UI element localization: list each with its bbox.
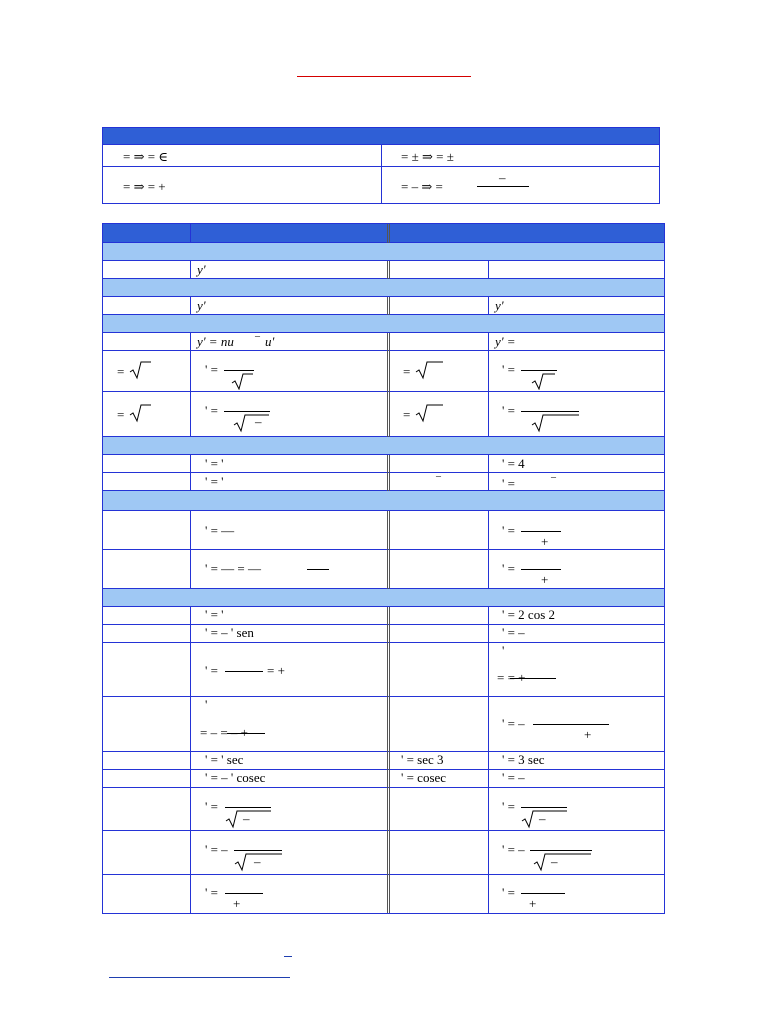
col-divider (387, 297, 390, 315)
formula: ' (502, 643, 505, 658)
fraction-bar (521, 893, 565, 894)
formula: + (233, 896, 241, 911)
fraction-bar (521, 370, 557, 371)
formula: ' = (205, 799, 218, 814)
rule-3: = ⇒ = + (123, 179, 166, 194)
formula: y' (495, 298, 504, 313)
formula: ' = – (205, 842, 228, 857)
title-underline (297, 76, 471, 77)
rule-4: = – ⇒ = (401, 179, 443, 194)
rule-2: = ± ⇒ = ± (401, 149, 454, 164)
table-row (103, 351, 664, 392)
formula: ' = cosec (401, 770, 447, 785)
sqrt-icon (415, 360, 443, 380)
formula: ' = (502, 561, 515, 576)
fraction-bar (307, 569, 329, 570)
formula: ' = — = — (205, 561, 262, 576)
formula: ' = ' (205, 456, 224, 471)
table-row (103, 770, 664, 788)
sqrt-icon (231, 372, 253, 390)
footer-dash (284, 956, 292, 957)
fraction-bar (521, 569, 561, 570)
formula: y' (197, 262, 206, 277)
formula: ' = (502, 476, 515, 491)
formula: ' = – (502, 716, 525, 731)
sqrt-icon (233, 413, 269, 433)
table-row (103, 625, 664, 643)
table-row (103, 333, 664, 351)
table-row (103, 550, 664, 589)
sqrt-icon (533, 852, 591, 872)
col-divider (488, 297, 489, 315)
formula: = (117, 364, 125, 379)
col-divider (190, 297, 191, 315)
fraction-bar (521, 531, 561, 532)
formula: ' = (502, 799, 515, 814)
section-header (103, 243, 664, 261)
fraction-bar (533, 724, 609, 725)
formula: ' (205, 697, 208, 712)
formula: ' = ' sec (205, 752, 244, 767)
col-divider (387, 224, 390, 243)
formula: ' = 4 (502, 456, 525, 471)
fraction-bar (521, 411, 579, 412)
sqrt-icon (415, 403, 443, 423)
table-row (103, 607, 664, 625)
rule-4-fraction-bar (477, 186, 529, 187)
col-divider (190, 224, 191, 243)
formula: ' = (205, 362, 218, 377)
formula: – (243, 811, 250, 826)
formula: ' = ' (205, 607, 224, 622)
derivatives-table (102, 223, 665, 914)
formula: ' = (502, 885, 515, 900)
formula: u' (265, 334, 275, 349)
table-row (103, 752, 664, 770)
section-header (103, 437, 664, 455)
formula: + (541, 572, 549, 587)
rule-4-num: – (499, 170, 506, 185)
section-header (103, 315, 664, 333)
formula: y' = nu (197, 334, 234, 349)
formula: + (584, 727, 592, 742)
formula: y' (197, 298, 206, 313)
table-row (103, 455, 664, 473)
fraction-bar (224, 411, 270, 412)
col-divider (387, 261, 390, 279)
formula: + (541, 534, 549, 549)
col-divider (387, 333, 390, 437)
fraction-bar (234, 850, 282, 851)
col-divider (190, 261, 191, 279)
formula: ' = – ' cosec (205, 770, 266, 785)
section-header (103, 589, 664, 607)
col-divider (488, 455, 489, 491)
fraction-bar (225, 807, 271, 808)
rules-table (102, 127, 660, 204)
footer-underline (109, 977, 290, 978)
formula: + (529, 896, 537, 911)
section-header (103, 491, 664, 511)
formula: = (117, 407, 125, 422)
table-row (103, 473, 664, 491)
sqrt-icon (531, 372, 555, 390)
formula: ' = 2 cos 2 (502, 607, 556, 622)
formula-exponent: – (436, 471, 441, 482)
fraction-bar (224, 370, 254, 371)
formula: ' = (205, 403, 218, 418)
table-header (103, 224, 664, 243)
formula: ' = (502, 403, 515, 418)
fraction-bar (510, 678, 556, 679)
formula: ' = (502, 362, 515, 377)
col-divider (190, 511, 191, 589)
formula: y' = (495, 334, 516, 349)
formula: = + (267, 663, 285, 678)
table-row (103, 297, 664, 315)
col-divider (488, 511, 489, 589)
formula: ' = sec 3 (401, 752, 444, 767)
formula: ' = – (502, 842, 525, 857)
formula-exponent: – (255, 331, 260, 342)
rules-col-divider (381, 145, 382, 203)
table-row (103, 392, 664, 437)
rule-1: = ⇒ = ∈ (123, 149, 168, 164)
formula: = (403, 364, 411, 379)
formula: – (255, 414, 262, 429)
fraction-bar (530, 850, 592, 851)
formula: ' = – ' sen (205, 625, 254, 640)
formula: ' = — (205, 523, 235, 538)
formula: – (539, 811, 546, 826)
formula: ' = ' (205, 474, 224, 489)
section-header (103, 279, 664, 297)
sqrt-icon (129, 360, 151, 380)
col-divider (190, 607, 191, 913)
sqrt-icon (531, 413, 579, 433)
formula: ' = 3 sec (502, 752, 545, 767)
col-divider (190, 455, 191, 491)
formula: ' = – (502, 770, 525, 785)
formula: ' = (205, 885, 218, 900)
formula-exponent: – (551, 472, 556, 483)
formula: ' = (205, 663, 218, 678)
col-divider (488, 261, 489, 279)
col-divider (387, 607, 390, 913)
fraction-bar (225, 893, 263, 894)
fraction-bar (227, 733, 265, 734)
fraction-bar (225, 671, 263, 672)
col-divider (190, 333, 191, 437)
formula: ' = – (502, 625, 525, 640)
table-row (103, 643, 664, 697)
table-row (103, 788, 664, 831)
table-row (103, 511, 664, 550)
col-divider (387, 455, 390, 491)
table-row (103, 261, 664, 279)
sqrt-icon (129, 403, 151, 423)
rules-table-header (103, 128, 659, 145)
formula: = (403, 407, 411, 422)
formula: ' = (502, 523, 515, 538)
formula: = – = – + (200, 725, 248, 740)
formula: = = + (497, 670, 526, 685)
col-divider (488, 607, 489, 913)
col-divider (387, 511, 390, 589)
fraction-bar (521, 807, 567, 808)
formula: – (551, 854, 558, 869)
formula: – (254, 854, 261, 869)
col-divider (488, 333, 489, 437)
